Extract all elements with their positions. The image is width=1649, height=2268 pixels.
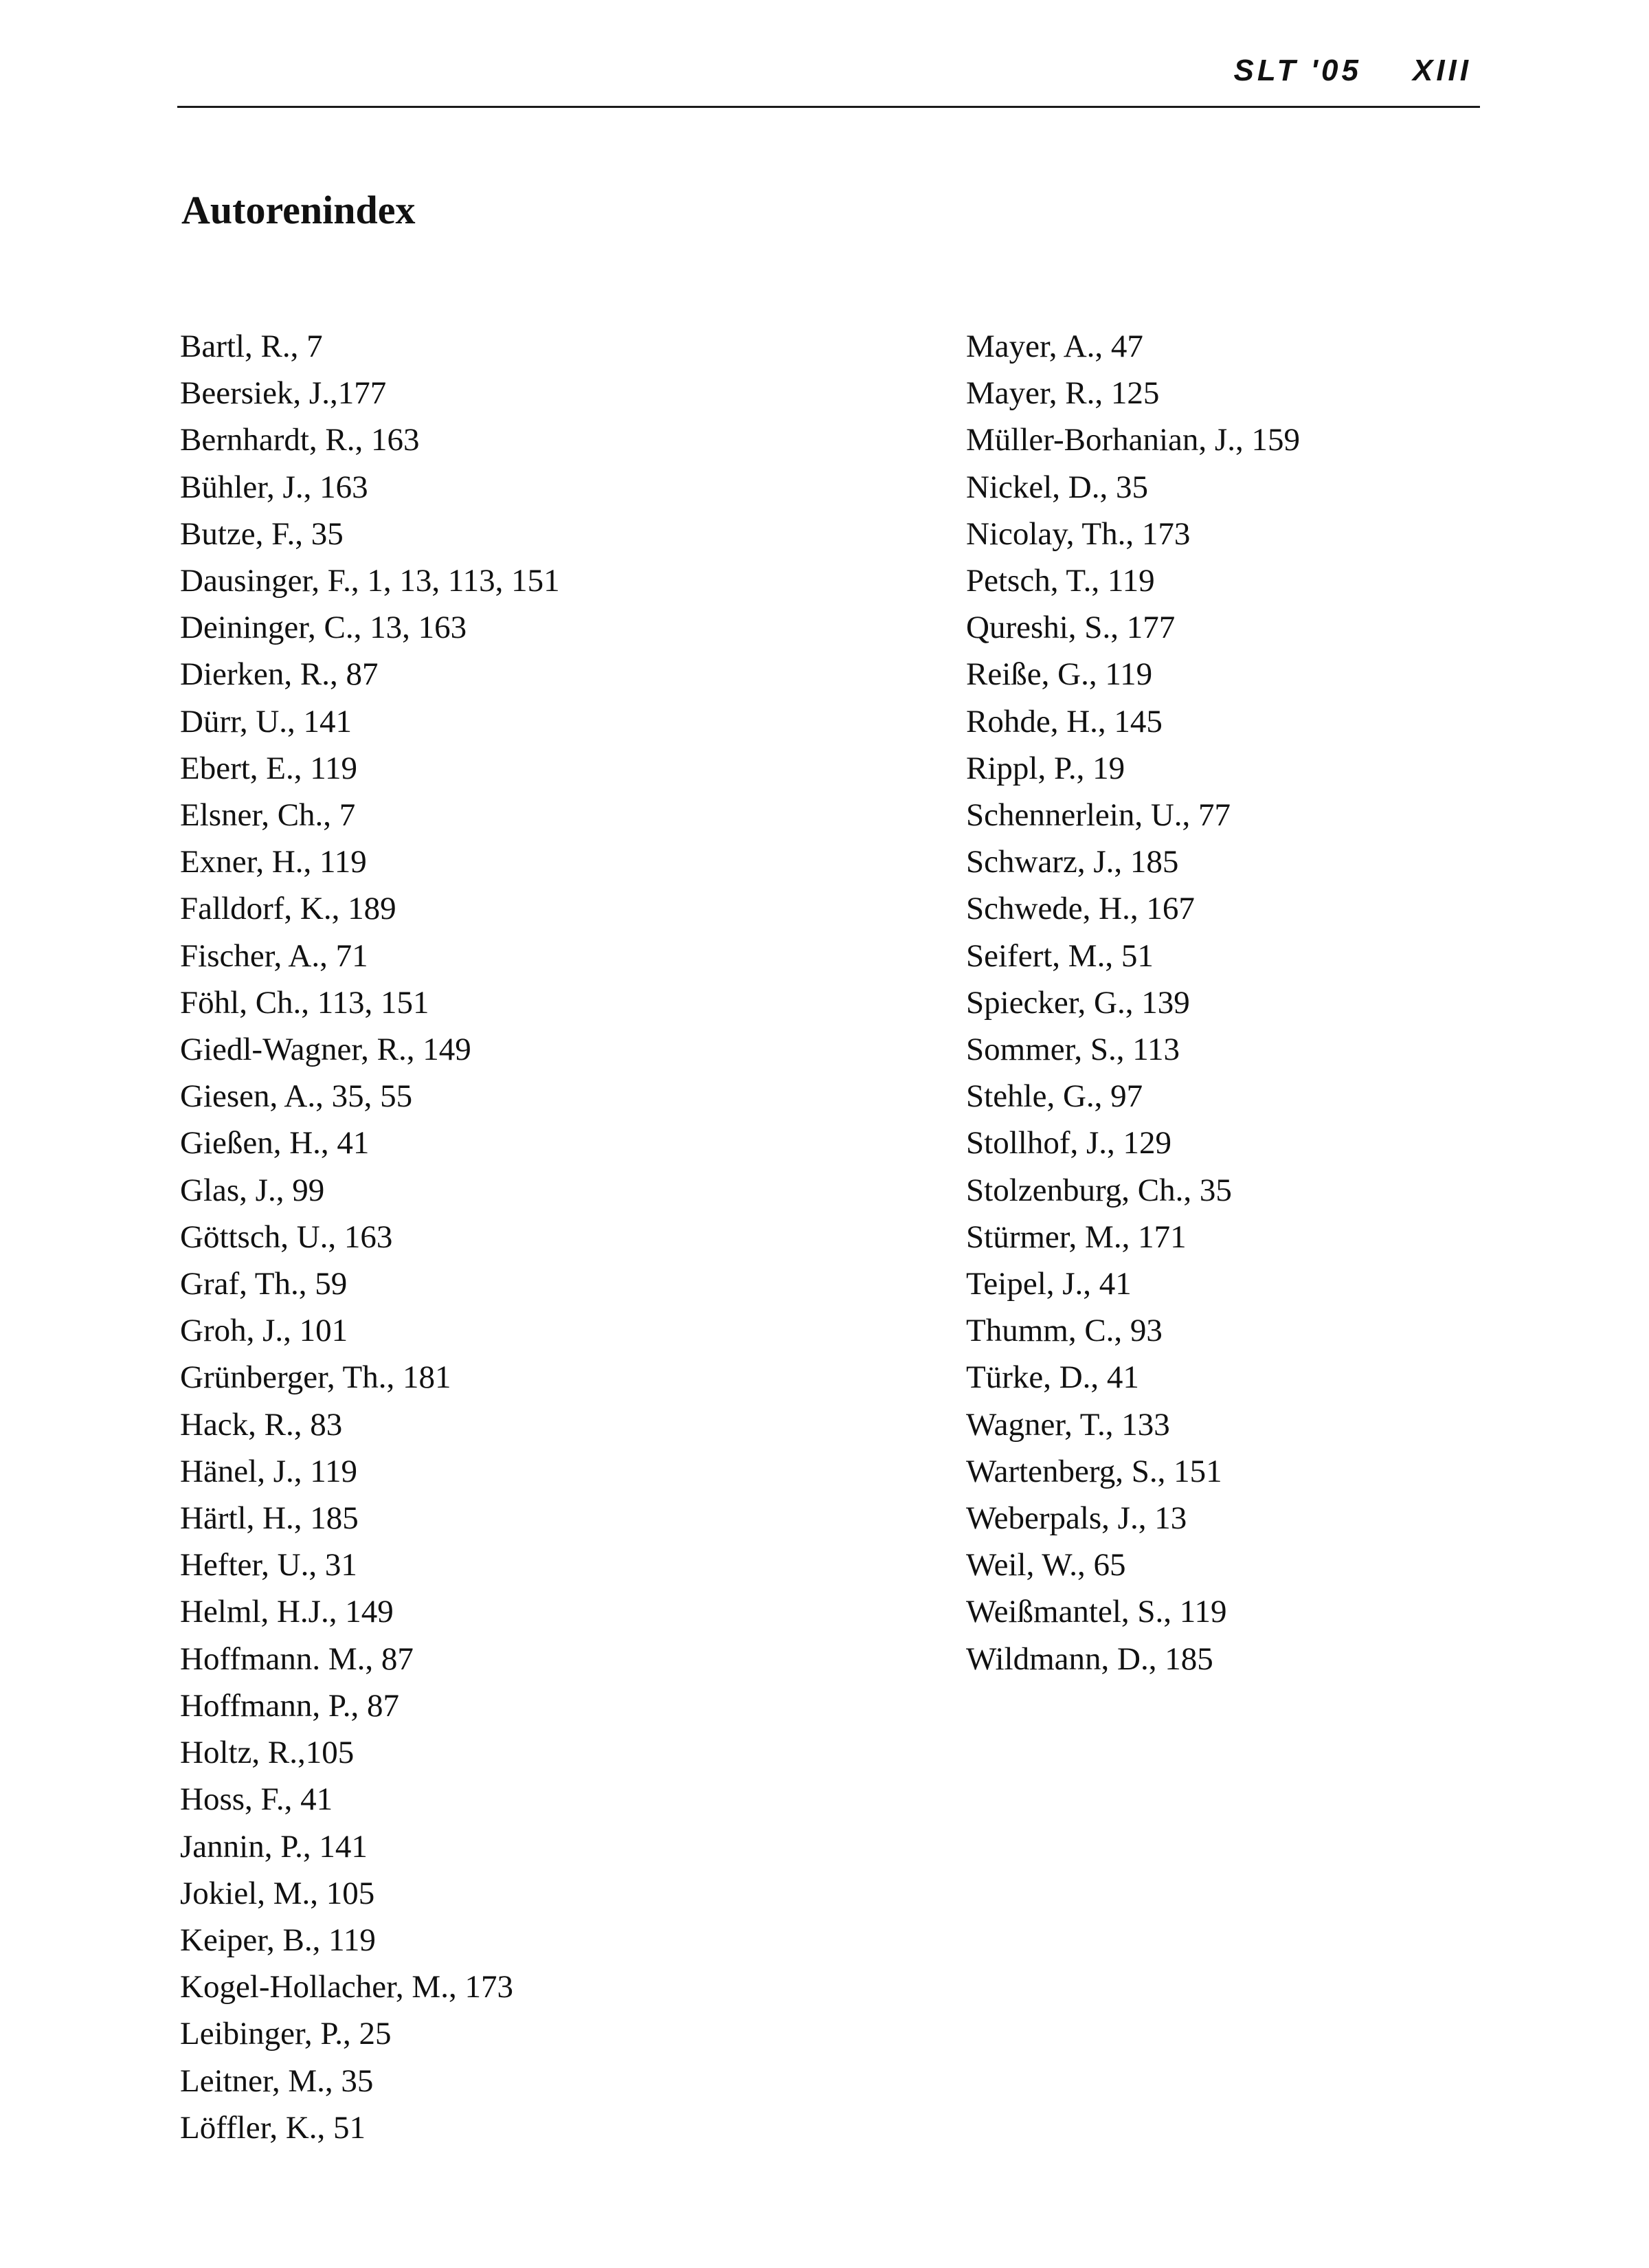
index-entry: Wartenberg, S., 151 xyxy=(966,1453,1222,1489)
index-entry: Löffler, K., 51 xyxy=(180,2109,366,2146)
page-title: Autorenindex xyxy=(181,188,416,232)
index-entry: Nickel, D., 35 xyxy=(966,469,1148,505)
index-entry: Hoss, F., 41 xyxy=(180,1781,333,1818)
index-entry: Bartl, R., 7 xyxy=(180,329,323,364)
index-entry: Dierken, R., 87 xyxy=(180,656,379,693)
index-entry: Bernhardt, R., 163 xyxy=(180,422,420,458)
index-entry: Grünberger, Th., 181 xyxy=(180,1359,451,1396)
index-entry: Rohde, H., 145 xyxy=(966,703,1163,740)
index-entry: Qureshi, S., 177 xyxy=(966,610,1176,646)
index-entry: Graf, Th., 59 xyxy=(180,1266,348,1302)
index-entry: Müller-Borhanian, J., 159 xyxy=(966,422,1300,458)
index-entry: Butze, F., 35 xyxy=(180,515,344,552)
index-entry: Mayer, A., 47 xyxy=(966,329,1143,364)
index-entry: Giedl-Wagner, R., 149 xyxy=(180,1032,471,1068)
index-entry: Helml, H.J., 149 xyxy=(180,1594,394,1630)
index-entry: Jannin, P., 141 xyxy=(180,1828,368,1865)
index-entry: Hefter, U., 31 xyxy=(180,1547,357,1583)
index-entry: Teipel, J., 41 xyxy=(966,1266,1132,1302)
index-entry: Glas, J., 99 xyxy=(180,1172,325,1208)
index-entry: Hoffmann, P., 87 xyxy=(180,1687,399,1724)
index-entry: Jokiel, M., 105 xyxy=(180,1875,375,1911)
index-entry: Reiße, G., 119 xyxy=(966,656,1153,693)
index-entry: Dausinger, F., 1, 13, 113, 151 xyxy=(180,563,560,599)
index-entry: Schennerlein, U., 77 xyxy=(966,797,1231,834)
index-column-left xyxy=(180,323,560,2151)
index-entry: Türke, D., 41 xyxy=(966,1359,1139,1396)
index-entry: Hoffmann. M., 87 xyxy=(180,1641,414,1677)
index-entry: Holtz, R.,105 xyxy=(180,1735,355,1771)
journal-label: SLT '05 xyxy=(1233,54,1362,87)
index-entry: Wagner, T., 133 xyxy=(966,1406,1170,1443)
index-entry: Stolzenburg, Ch., 35 xyxy=(966,1172,1232,1208)
index-entry: Petsch, T., 119 xyxy=(966,563,1155,599)
index-entry: Rippl, P., 19 xyxy=(966,750,1125,786)
index-entry: Spiecker, G., 139 xyxy=(966,984,1190,1021)
index-entry: Groh, J., 101 xyxy=(180,1313,348,1349)
index-entry: Keiper, B., 119 xyxy=(180,1922,376,1958)
index-entry: Schwarz, J., 185 xyxy=(966,844,1179,880)
page-number: XIII xyxy=(1412,54,1472,87)
index-entry: Bühler, J., 163 xyxy=(180,469,368,505)
index-entry: Weißmantel, S., 119 xyxy=(966,1594,1227,1630)
index-entry: Fischer, A., 71 xyxy=(180,937,368,974)
index-entry: Göttsch, U., 163 xyxy=(180,1219,393,1255)
index-entry: Dürr, U., 141 xyxy=(180,703,352,740)
index-entry: Föhl, Ch., 113, 151 xyxy=(180,984,429,1021)
index-entry: Mayer, R., 125 xyxy=(966,375,1160,412)
index-entry: Weberpals, J., 13 xyxy=(966,1500,1187,1537)
index-entry: Leitner, M., 35 xyxy=(180,2063,374,2099)
index-entry: Schwede, H., 167 xyxy=(966,891,1195,927)
index-column-right xyxy=(966,323,1300,1682)
index-entry: Kogel-Hollacher, M., 173 xyxy=(180,1969,513,2005)
index-entry: Stehle, G., 97 xyxy=(966,1078,1143,1115)
index-entry: Deininger, C., 13, 163 xyxy=(180,610,467,646)
index-entry: Beersiek, J.,177 xyxy=(180,375,387,412)
index-entry: Hänel, J., 119 xyxy=(180,1453,358,1489)
index-entry: Ebert, E., 119 xyxy=(180,750,357,786)
index-entry: Seifert, M., 51 xyxy=(966,937,1154,974)
index-entry: Leibinger, P., 25 xyxy=(180,2016,392,2052)
index-entry: Elsner, Ch., 7 xyxy=(180,797,356,834)
index-entry: Stollhof, J., 129 xyxy=(966,1125,1172,1161)
header-rule xyxy=(177,106,1480,108)
index-entry: Nicolay, Th., 173 xyxy=(966,515,1191,552)
index-entry: Gießen, H., 41 xyxy=(180,1125,370,1161)
index-entry: Falldorf, K., 189 xyxy=(180,891,396,927)
index-entry: Thumm, C., 93 xyxy=(966,1313,1163,1349)
index-entry: Sommer, S., 113 xyxy=(966,1032,1180,1068)
index-entry: Giesen, A., 35, 55 xyxy=(180,1078,413,1115)
index-entry: Stürmer, M., 171 xyxy=(966,1219,1187,1255)
index-entry: Hack, R., 83 xyxy=(180,1406,343,1443)
index-entry: Exner, H., 119 xyxy=(180,844,367,880)
index-entry: Wildmann, D., 185 xyxy=(966,1641,1213,1677)
running-header xyxy=(1234,54,1472,88)
index-entry: Härtl, H., 185 xyxy=(180,1500,359,1537)
index-entry: Weil, W., 65 xyxy=(966,1547,1126,1583)
